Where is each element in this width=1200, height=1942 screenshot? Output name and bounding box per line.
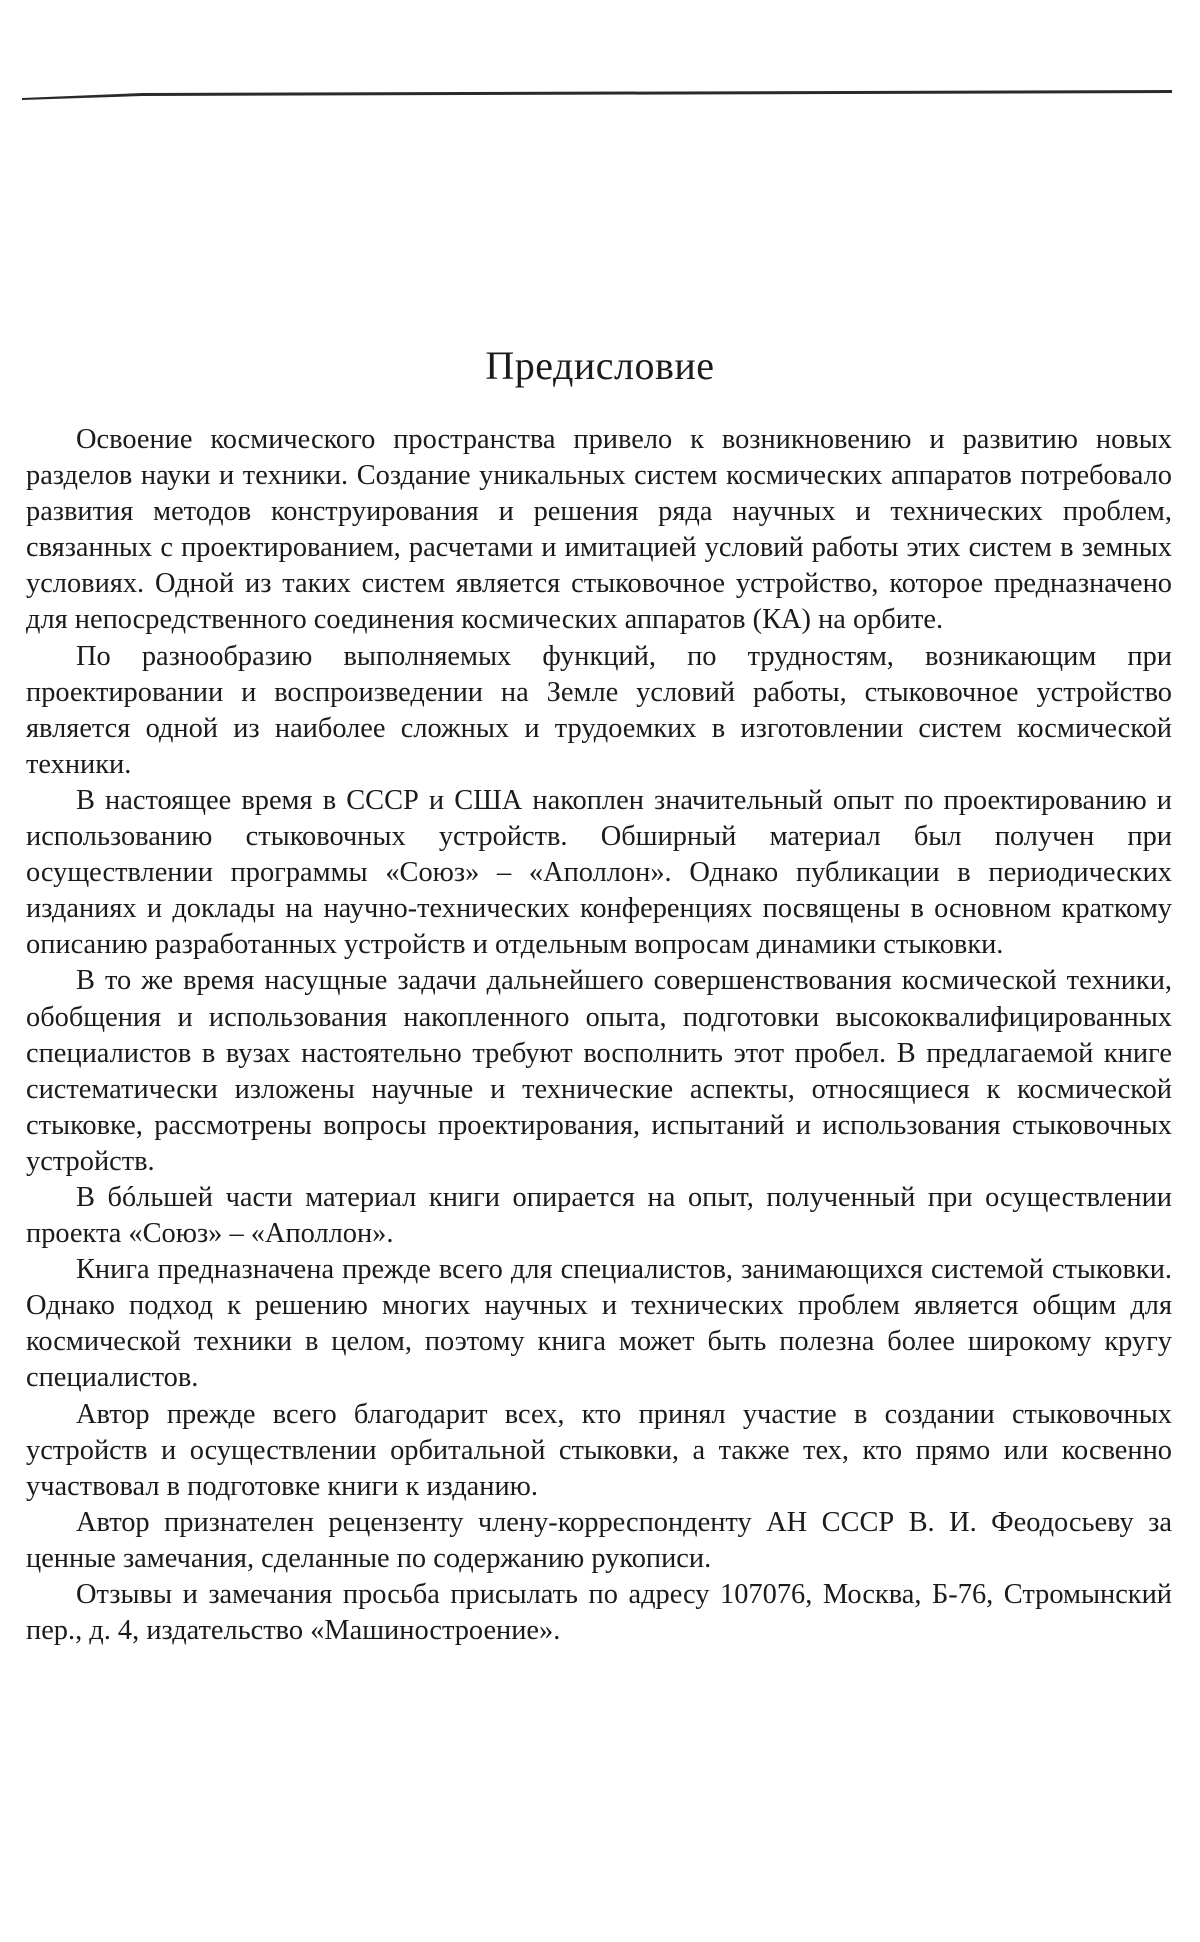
top-rule [22,88,1172,100]
paragraph: Освоение космического пространства привело к возникновению и развитию новых разделов науки и техники. Создание уникальных систем космических аппаратов потребовало развития методов конструирования и решения ряда научных и технических проблем, связанных с проектированием, расчетами и имитацией условий работы этих систем в земных условиях. Одной из таких систем является стыковочное устройство, которое предназначено для непосредственного соединения космических аппаратов (КА) на орбите. [26,424,1172,636]
preface-text [26,422,1172,1649]
paragraph: Книга предназначена прежде всего для специалистов, занимающихся системой стыковки. Однако подход к решению многих научных и технических проблем является общим для космической техники в целом, поэтому книга может быть полезна более широкому кругу специалистов. [26,1254,1172,1394]
paragraph: Отзывы и замечания просьба присылать по адресу 107076, Москва, Б-76, Стромынский пер., д. 4, издательство «Машиностроение». [26,1579,1172,1647]
paragraph: В то же время насущные задачи дальнейшего совершенствования космической техники, обобщения и использования накопленного опыта, подготовки высококвалифицированных специалистов в вузах настоятельно требуют восполнить этот пробел. В предлагаемой книге систематически изложены научные и технические аспекты, относящиеся к космической стыковке, рассмотрены вопросы проектирования, испытаний и использования стыковочных устройств. [26,965,1172,1177]
paragraph: В настоящее время в СССР и США накоплен значительный опыт по проектированию и использованию стыковочных устройств. Обширный материал был получен при осуществлении программы «Союз» – «Аполлон». Однако публикации в периодических изданиях и доклады на научно-технических конференциях посвящены в основном краткому описанию разработанных устройств и отдельным вопросам динамики стыковки. [26,784,1172,961]
paragraph: Автор прежде всего благодарит всех, кто принял участие в создании стыковочных устройств и осуществлении орбитальной стыковки, а также тех, кто прямо или косвенно участвовал в подготовке книги к изданию. [26,1398,1172,1502]
paragraph: По разнообразию выполняемых функций, по трудностям, возникающим при проектировании и воспроизведении на Земле условий работы, стыковочное устройство является одной из наиболее сложных и трудоемких в изготовлении систем космической техники. [26,640,1172,780]
paragraph: В бóльшей части материал книги опирается на опыт, полученный при осуществлении проекта «Союз» – «Аполлон». [26,1181,1172,1250]
paragraph: Автор признателен рецензенту члену-корреспонденту АН СССР В. И. Феодосьеву за ценные замечания, сделанные по содержанию рукописи. [26,1506,1172,1574]
page-title: Предисловие [485,343,715,388]
